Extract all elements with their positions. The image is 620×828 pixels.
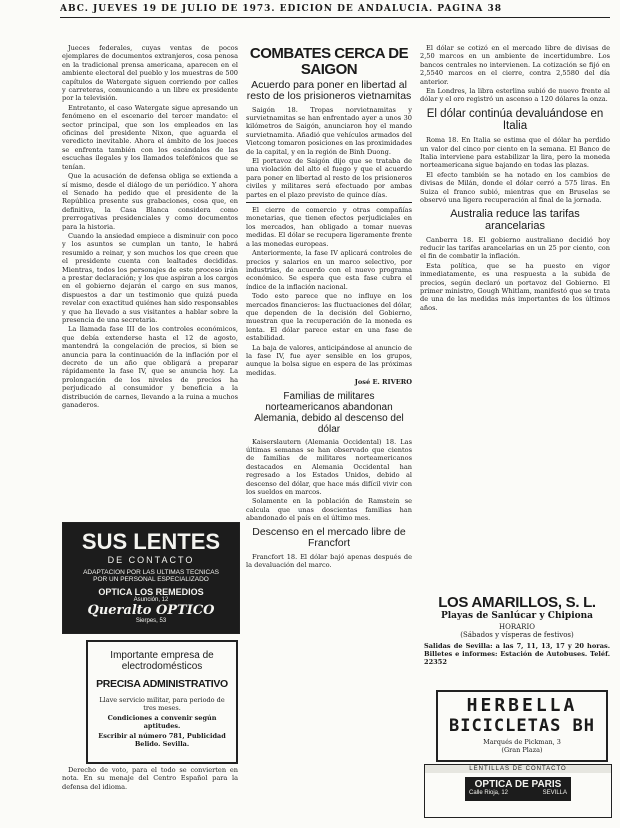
ad-herbella [436,690,608,762]
header-rule [60,17,610,18]
col2-para2-0: Kaiserslautern (Alemania Occidental) 18. Las últimas semanas se han observado que cientos de familias de militares norteamericanos destacados en Alemania Occidental han regresado a los Estados Unidos, debido al descenso del dólar, que hace más difícil vivir con los sueldos en marcos. [246,437,412,497]
col3-top-0: El dólar se cotizó en el mercado libre de divisas de 2,50 marcos en un ambiente de incertidumbre. Los bancos centrales no intervienen. La cotización se fijó en 2,5540 marcos en el cierre, contra 2,5580 del día anterior. [420,44,610,86]
column-1 [62,44,238,514]
ad-lentes-title: SUS LENTES [81,529,221,554]
ad-lentes-line1: ADAPTACION POR LAS ULTIMAS TECNICAS [83,569,219,576]
headline-saigon: COMBATES CERCA DE SAIGON [249,45,409,78]
ad-los-amarillos [424,594,610,680]
ad-paris-strip: LENTILLAS DE CONTACTO [425,765,611,773]
column-2 [246,44,412,824]
column-1-footer [62,766,238,806]
ad-amarillos-line2: HORARIO [499,623,535,631]
col2-cont-3: La baja de valores, anticipándose al anuncio de la fase IV, fue ayer sensible en los grupos, aunque la bolsa sigue en espera de las próximas medidas. [246,343,412,377]
ad-contact-lenses [62,522,240,634]
col3-body-0: Roma 18. En Italia se estima que el dólar ha perdido un valor del cinco por ciento en la semana. El Banco de Italia interviene para estabilizar la lira, pero la moneda norteamericana sigue bajando en todas las plazas. [420,136,610,170]
ad-lentes-line4: Asunción, 12 [133,597,169,603]
subhead-saigon: Acuerdo para poner en libertad al resto de los prisioneros vietnamitas [246,78,412,103]
col1-para-1: Entretanto, el caso Watergate sigue apresando un fenómeno en el escenario del tercer mandato: el sector principal, que son los empleados en las oficinas del presidente Nixon, que aguarda el veredicto inevitable. Ahora el ámbito de los jueces se enfrenta también con los escándalos de las escuchas ilegales y los llamados telefónicos que se tenían. [62,103,238,171]
headline-francfort: Descenso en el mercado libre de Francfort [252,525,406,550]
ad-amarillos-line4: Salidas de Sevilla: a las 7, 11, 13, 17 y 20 horas. Billetes e informes: Estación de Autobuses. Teléf. 22352 [424,642,610,666]
ad-lentes-subtitle: DE CONTACTO [107,555,195,565]
ad-herbella-line3: Marqués de Pickman, 3 [483,738,561,746]
ad-job-offer [86,640,238,764]
ad-optica-paris [424,764,612,818]
col3-body2-1: Esta política, que se ha puesto en vigor inmediatamente, es una respuesta a la subida de precios, según declaró un portavoz del Gobierno. El primer ministro, Gough Whitlam, manifestó que se trata de una de las medidas más importantes de los últimos años. [420,261,610,312]
col2-cont-2: Todo esto parece que no influye en los mercados financieros: las fluctuaciones del dólar, que dependen de la decisión del Gobierno, muestran que la recuperación de la moneda es lenta. El dólar parece estar en una fase de estabilidad. [246,292,412,343]
col2-para-1: El portavoz de Saigón dijo que se trataba de una violación del alto el fuego y que el acuerdo para poner en libertad al resto de los prisioneros civiles y militares será efectuado por ambas partes en el plazo previsto de quince días. [246,157,412,199]
col1-para-tail: La llamada fase III de los controles económicos, que debía extenderse hasta el 12 de agosto, mantendrá la congelación de precios, si bien se anuncia para la continuación de la inflación por el decreto de un año que obligará a preparar rápidamente la fase IV, que se anuncia hoy. La prolongación de los niveles de precios ha perjudicado al consumidor y beneficia a la distribución de carnes, llevando a la ruina a muchos ganaderos. [62,325,238,410]
col2-para-0: Saigón 18. Tropas norvietnamitas y survietnamitas se han enfrentado ayer a unos 30 kilómetros de Saigón, anunciaron hoy el mando survietnamita. Añadió que vehículos armados del Vietcong tomaron posiciones en las proximidades de la capital, y en la región de Binh Duong. [246,105,412,156]
col1-foot-text: Derecho de voto, para el todo se convierten en nota. En su menaje del Centro Español para la defensa del idioma. [62,766,238,791]
ad-amarillos-line3: (Sábados y vísperas de festivos) [460,631,574,639]
ad-empresa-line5: Escribir al número 781, Publicidad Belido. Sevilla. [98,732,226,748]
col1-para-2: Que la acusación de defensa obliga se extienda a sí mismo, desde el diálogo de un periódico. Y ahora el Senado ha pedido que el presidente de la República presente sus grabaciones, cosa que, en definitiva, la Casa Blanca considera como prerrogativas presidenciales y como documentos para la historia. [62,172,238,231]
col1-para-3: Cuando la ansiedad empiece a disminuir con poco y los asuntos se cumplan un tanto, le habrá resumido a reinar, y son muchos los que creen que el presidente cuenta con lealtades decididas. Mientras, todos los personajes de este proceso irán a prestar declaración; y los que aspiran a los cargos en el gobierno dejarán el cargo en sus manos, dispuestos a dar un testimonio que quizá pueda revelar con exactitud quiénes han sido responsables y que ha llevado a sus visitantes a hablar sobre la presencia de una secretaria. [62,231,238,324]
headline-dolar-italia: El dólar continúa devaluándose en Italia [426,107,604,133]
col2-para2-1: Solamente en la población de Ramstein se calcula que unas doscientas familias han abandonado el país en el último mes. [246,497,412,523]
ad-amarillos-title: LOS AMARILLOS, S. L. [438,594,596,611]
ad-lentes-line2: POR UN PERSONAL ESPECIALIZADO [93,576,209,583]
ad-paris-block [465,777,571,801]
ad-empresa-title: PRECISA ADMINISTRATIVO [96,678,228,690]
ad-empresa-line4: Condiciones a convenir según aptitudes. [107,714,217,730]
ad-herbella-line2: BICICLETAS BH [448,716,596,736]
ad-herbella-line1: HERBELLA [466,695,578,716]
col3-body2-0: Canberra 18. El gobierno australiano decidió hoy reducir las tarifas arancelarias en un 25 por ciento, con el fin de combatir la inflación. [420,235,610,261]
headline-australia: Australia reduce las tarifas arancelarias [450,208,580,233]
col2-cont-0: El cierre de comercio y otras compañías monetarias, que tienen efectos perjudiciales en los mercados, han obligado a tomar nuevas medidas. El dólar se recupera ligeramente frente a las monedas europeas. [246,206,412,248]
col2-byline: José E. RIVERO [354,378,412,387]
ad-paris-left: Calle Rioja, 12 [469,790,509,796]
col1-para-0: Jueces federales, cuyas ventas de pocos ejemplares de documentos extranjeros, cosa penosa en la tradicional prensa americana, aparecen en el ambiente electoral del pueblo y los muestras de 500 capítulos de Watergate siguen corriendo por calles y carreteras, comunicando a un libre ex presidente por la televisión. [62,44,238,103]
ad-lentes-brand: Queralto OPTICO [87,603,215,618]
ad-amarillos-line1: Playas de Sanlúcar y Chipiona [440,611,594,621]
page-header: ABC. JUEVES 19 DE JULIO DE 1973. EDICION DE ANDALUCIA. PAGINA 38 [60,4,503,14]
ad-empresa-line3: Llave servicio militar, para periodo de tres meses. [99,696,225,712]
col3-top-1: En Londres, la libra esterlina subió de nuevo frente al dólar y el oro registró un ascenso a 120 dólares la onza. [420,87,610,104]
col2-para3-0: Francfort 18. El dólar bajó apenas después de la devaluación del marco. [246,552,412,570]
ad-paris-addr [465,790,571,796]
ad-herbella-line4: (Gran Plaza) [501,746,543,754]
col2-divider [246,202,412,203]
col2-cont-1: Anteriormente, la fase IV aplicará controles de precios y salarios en un marco selectivo, por industrias, de acuerdo con el nuevo programa económico. Se espera que esta fase cubra el índice de la inflación nacional. [246,249,412,291]
ad-lentes-line5: Sierpes, 53 [135,618,167,624]
col3-body-1: El efecto también se ha notado en los cambios de divisas de Milán, donde el dólar cerró a 575 liras. En Suiza el franco subió, mientras que en Bruselas se observó una ligera recuperación al final de la jornada. [420,170,610,204]
ad-paris-name: OPTICA DE PARIS [474,779,562,790]
column-3 [420,44,610,592]
headline-familias: Familias de militares norteamericanos abandonan Alemania, debido al descenso del dólar [254,390,404,435]
ad-paris-right: SEVILLA [542,790,567,796]
ad-empresa-line2: electrodomésticos [121,661,203,672]
ad-empresa-line1: Importante empresa de [110,650,214,661]
ad-lentes-line3: OPTICA LOS REMEDIOS [98,587,204,597]
